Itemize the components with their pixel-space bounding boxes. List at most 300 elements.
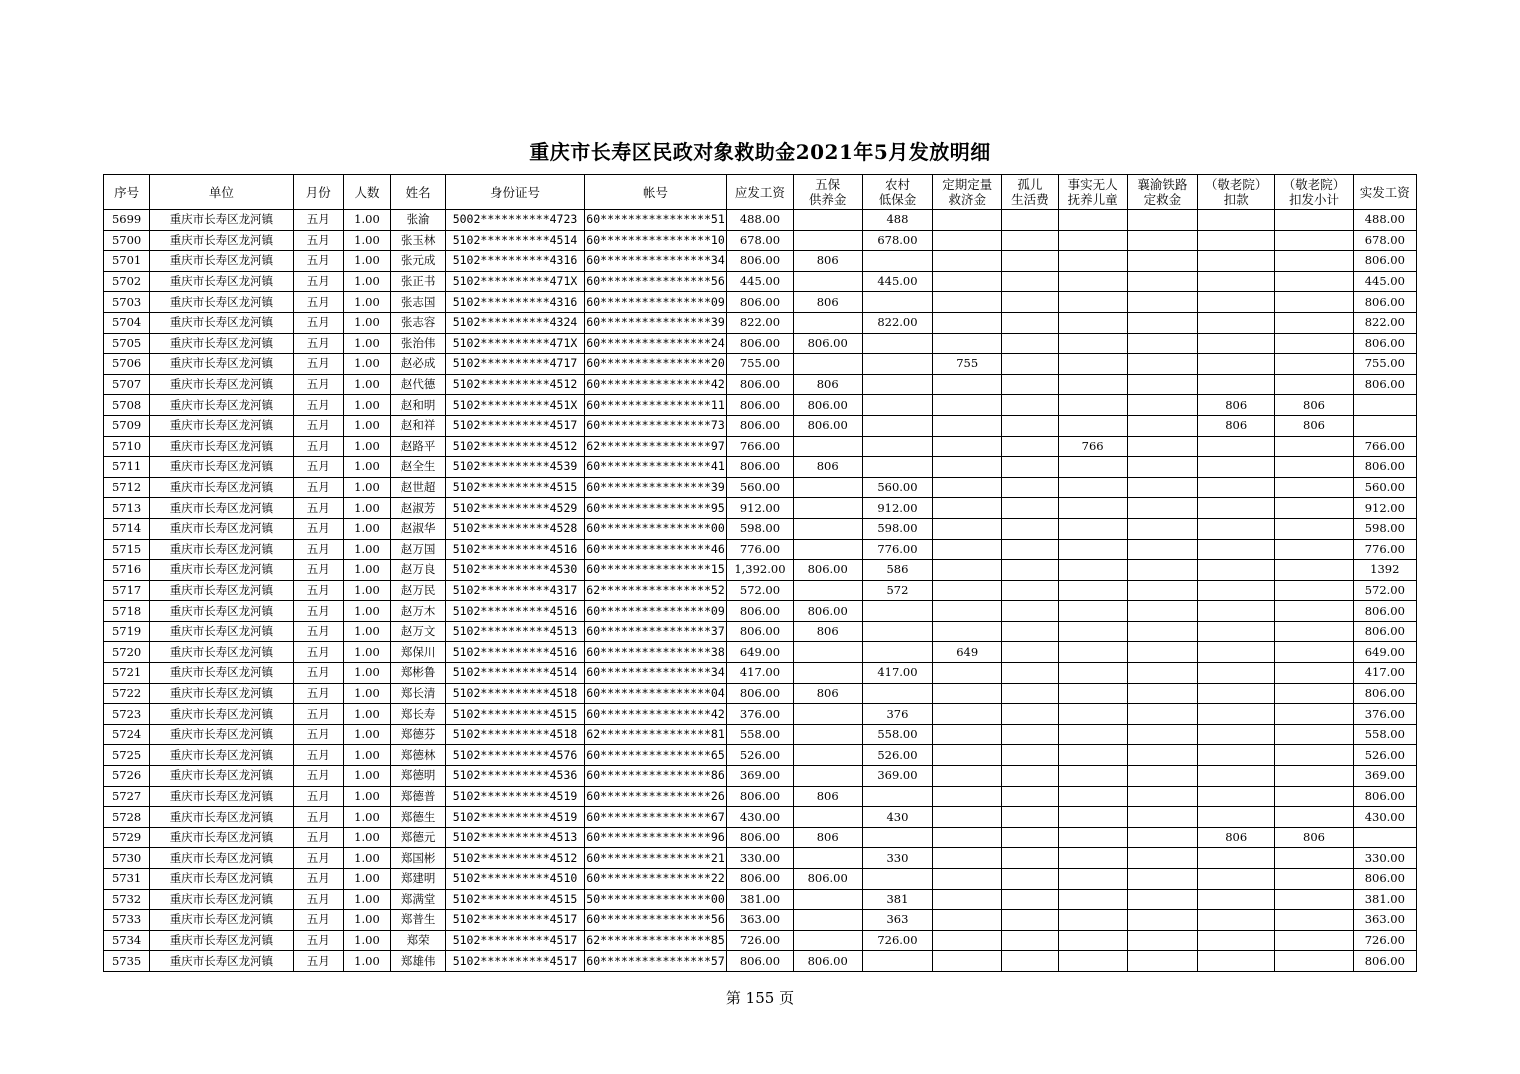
- table-cell: 60****************04: [584, 683, 727, 704]
- table-cell: 806.00: [793, 333, 862, 354]
- table-cell: 五月: [293, 786, 343, 807]
- table-cell: [933, 827, 1002, 848]
- table-row: [104, 724, 1417, 745]
- table-cell: [1002, 374, 1058, 395]
- table-cell: 5102**********4324: [446, 312, 585, 333]
- table-cell: 5724: [104, 724, 150, 745]
- table-cell: 五月: [293, 271, 343, 292]
- table-cell: 417.00: [1353, 663, 1416, 684]
- table-cell: 1.00: [343, 601, 390, 622]
- table-cell: 5102**********4717: [446, 354, 585, 375]
- table-cell: 822.00: [862, 312, 932, 333]
- table-cell: [1058, 210, 1127, 231]
- table-cell: [1127, 374, 1197, 395]
- table-row: [104, 766, 1417, 787]
- table-cell: [1198, 230, 1275, 251]
- table-cell: 重庆市长寿区龙河镇: [150, 415, 294, 436]
- table-cell: 1.00: [343, 766, 390, 787]
- table-cell: [1058, 560, 1127, 581]
- table-cell: 806.00: [727, 827, 793, 848]
- table-cell: 806: [1275, 415, 1353, 436]
- table-cell: 5102**********4576: [446, 745, 585, 766]
- table-cell: 5703: [104, 292, 150, 313]
- table-cell: 5705: [104, 333, 150, 354]
- table-cell: [1275, 230, 1353, 251]
- table-cell: [1058, 395, 1127, 416]
- table-cell: 62****************85: [584, 930, 727, 951]
- table-cell: 1.00: [343, 704, 390, 725]
- table-cell: [1198, 642, 1275, 663]
- table-row: [104, 457, 1417, 478]
- table-cell: 五月: [293, 415, 343, 436]
- table-cell: 郑长寿: [391, 704, 446, 725]
- table-cell: [1002, 580, 1058, 601]
- table-cell: [1002, 436, 1058, 457]
- table-cell: 417.00: [727, 663, 793, 684]
- table-cell: [1275, 786, 1353, 807]
- table-cell: 1.00: [343, 786, 390, 807]
- table-cell: [862, 251, 932, 272]
- table-cell: [933, 869, 1002, 890]
- table-cell: [862, 642, 932, 663]
- table-cell: 5700: [104, 230, 150, 251]
- table-cell: 488.00: [727, 210, 793, 231]
- column-header: （敬老院） 扣款: [1198, 175, 1275, 210]
- table-row: [104, 292, 1417, 313]
- table-cell: [1058, 230, 1127, 251]
- table-cell: [1127, 436, 1197, 457]
- table-cell: [1275, 457, 1353, 478]
- table-cell: 5102**********4517: [446, 910, 585, 931]
- table-cell: 806.00: [1353, 251, 1416, 272]
- table-cell: 5102**********4512: [446, 374, 585, 395]
- table-cell: [1198, 930, 1275, 951]
- table-cell: 郑德元: [391, 827, 446, 848]
- table-cell: [862, 951, 932, 972]
- table-cell: 381.00: [1353, 889, 1416, 910]
- table-cell: 五月: [293, 663, 343, 684]
- table-cell: 5102**********4517: [446, 951, 585, 972]
- table-cell: 5102**********4518: [446, 724, 585, 745]
- table-cell: 1.00: [343, 498, 390, 519]
- table-cell: 5706: [104, 354, 150, 375]
- table-cell: 572: [862, 580, 932, 601]
- table-cell: [1002, 951, 1058, 972]
- table-cell: [1058, 869, 1127, 890]
- table-row: [104, 621, 1417, 642]
- table-cell: 60****************09: [584, 292, 727, 313]
- table-cell: 806.00: [727, 457, 793, 478]
- table-cell: 60****************38: [584, 642, 727, 663]
- table-cell: 1.00: [343, 518, 390, 539]
- table-cell: 430.00: [727, 807, 793, 828]
- table-cell: 726.00: [1353, 930, 1416, 951]
- table-cell: 1.00: [343, 354, 390, 375]
- table-cell: 598.00: [1353, 518, 1416, 539]
- table-cell: 1.00: [343, 889, 390, 910]
- table-cell: 5713: [104, 498, 150, 519]
- table-cell: 912.00: [727, 498, 793, 519]
- table-cell: [1002, 786, 1058, 807]
- table-cell: [1127, 807, 1197, 828]
- table-cell: 755.00: [727, 354, 793, 375]
- table-cell: 重庆市长寿区龙河镇: [150, 312, 294, 333]
- table-cell: [793, 642, 862, 663]
- table-cell: [793, 539, 862, 560]
- table-cell: [1002, 498, 1058, 519]
- table-cell: 417.00: [862, 663, 932, 684]
- table-cell: [1002, 869, 1058, 890]
- table-cell: 张志国: [391, 292, 446, 313]
- table-cell: 1.00: [343, 415, 390, 436]
- table-cell: [1002, 210, 1058, 231]
- table-cell: 重庆市长寿区龙河镇: [150, 766, 294, 787]
- table-cell: 5707: [104, 374, 150, 395]
- table-cell: [1127, 745, 1197, 766]
- table-cell: 赵和祥: [391, 415, 446, 436]
- table-cell: 369.00: [727, 766, 793, 787]
- table-cell: 重庆市长寿区龙河镇: [150, 848, 294, 869]
- table-cell: [1275, 889, 1353, 910]
- table-cell: 572.00: [727, 580, 793, 601]
- table-cell: 5102**********4510: [446, 869, 585, 890]
- table-cell: 重庆市长寿区龙河镇: [150, 930, 294, 951]
- table-cell: [1198, 889, 1275, 910]
- table-cell: 1.00: [343, 951, 390, 972]
- table-cell: [1127, 210, 1197, 231]
- table-cell: 五月: [293, 292, 343, 313]
- table-cell: 5102**********4517: [446, 930, 585, 951]
- table-cell: [933, 395, 1002, 416]
- table-cell: [1127, 292, 1197, 313]
- table-cell: [1058, 889, 1127, 910]
- table-cell: [1058, 539, 1127, 560]
- table-cell: 郑满堂: [391, 889, 446, 910]
- table-cell: [793, 498, 862, 519]
- table-cell: [933, 374, 1002, 395]
- table-cell: 5102**********4513: [446, 621, 585, 642]
- table-cell: [933, 477, 1002, 498]
- table-cell: [1127, 663, 1197, 684]
- table-cell: 五月: [293, 354, 343, 375]
- table-cell: 5102**********4529: [446, 498, 585, 519]
- table-cell: 5712: [104, 477, 150, 498]
- table-cell: 重庆市长寿区龙河镇: [150, 807, 294, 828]
- table-cell: 430: [862, 807, 932, 828]
- table-cell: 445.00: [862, 271, 932, 292]
- table-cell: 5102**********4528: [446, 518, 585, 539]
- column-header: 人数: [343, 175, 390, 210]
- table-cell: 363.00: [727, 910, 793, 931]
- table-cell: [1198, 436, 1275, 457]
- column-header: 帐号: [584, 175, 727, 210]
- table-cell: [1127, 560, 1197, 581]
- table-row: [104, 745, 1417, 766]
- table-cell: 488.00: [1353, 210, 1416, 231]
- table-row: [104, 786, 1417, 807]
- table-cell: 重庆市长寿区龙河镇: [150, 951, 294, 972]
- table-cell: [933, 415, 1002, 436]
- table-cell: 重庆市长寿区龙河镇: [150, 786, 294, 807]
- table-cell: 60****************42: [584, 704, 727, 725]
- table-cell: [1275, 477, 1353, 498]
- table-cell: [933, 724, 1002, 745]
- table-cell: 766: [1058, 436, 1127, 457]
- table-cell: [1127, 766, 1197, 787]
- table-cell: 806: [1275, 395, 1353, 416]
- table-cell: 60****************10: [584, 230, 727, 251]
- table-cell: [1002, 230, 1058, 251]
- table-cell: [793, 889, 862, 910]
- table-cell: 重庆市长寿区龙河镇: [150, 745, 294, 766]
- table-cell: [933, 580, 1002, 601]
- table-cell: 1.00: [343, 663, 390, 684]
- table-cell: [933, 930, 1002, 951]
- table-cell: 60****************67: [584, 807, 727, 828]
- table-cell: 5701: [104, 251, 150, 272]
- table-cell: [1058, 724, 1127, 745]
- table-cell: 重庆市长寿区龙河镇: [150, 683, 294, 704]
- table-cell: 526.00: [1353, 745, 1416, 766]
- table-cell: [933, 663, 1002, 684]
- table-cell: 郑荣: [391, 930, 446, 951]
- table-cell: [862, 333, 932, 354]
- table-cell: 5704: [104, 312, 150, 333]
- table-body: [104, 210, 1417, 972]
- table-cell: 430.00: [1353, 807, 1416, 828]
- table-cell: 60****************73: [584, 415, 727, 436]
- table-cell: 5102**********4539: [446, 457, 585, 478]
- table-cell: 5721: [104, 663, 150, 684]
- table-row: [104, 827, 1417, 848]
- table-row: [104, 951, 1417, 972]
- table-cell: 郑德生: [391, 807, 446, 828]
- table-cell: 526.00: [862, 745, 932, 766]
- table-cell: 560.00: [1353, 477, 1416, 498]
- table-cell: 806.00: [1353, 869, 1416, 890]
- table-cell: 五月: [293, 951, 343, 972]
- table-cell: 381: [862, 889, 932, 910]
- table-cell: [1275, 663, 1353, 684]
- table-cell: [1275, 869, 1353, 890]
- table-row: [104, 230, 1417, 251]
- table-cell: 5729: [104, 827, 150, 848]
- table-cell: 重庆市长寿区龙河镇: [150, 271, 294, 292]
- table-cell: 郑国彬: [391, 848, 446, 869]
- table-cell: 五月: [293, 910, 343, 931]
- table-cell: 5731: [104, 869, 150, 890]
- table-cell: [1058, 457, 1127, 478]
- table-cell: [1275, 374, 1353, 395]
- table-cell: [1058, 415, 1127, 436]
- table-cell: [933, 271, 1002, 292]
- table-cell: 5710: [104, 436, 150, 457]
- table-cell: [1198, 354, 1275, 375]
- table-cell: [862, 683, 932, 704]
- table-cell: [793, 724, 862, 745]
- table-cell: 5002**********4723: [446, 210, 585, 231]
- table-cell: 806: [1198, 395, 1275, 416]
- table-cell: 重庆市长寿区龙河镇: [150, 210, 294, 231]
- table-cell: 五月: [293, 848, 343, 869]
- table-cell: 806.00: [727, 333, 793, 354]
- table-cell: 5102**********4516: [446, 539, 585, 560]
- table-cell: 重庆市长寿区龙河镇: [150, 230, 294, 251]
- table-cell: 5102**********4512: [446, 436, 585, 457]
- table-cell: [862, 374, 932, 395]
- column-header: 实发工资: [1353, 175, 1416, 210]
- table-cell: 5715: [104, 539, 150, 560]
- table-cell: 5727: [104, 786, 150, 807]
- table-cell: [1002, 601, 1058, 622]
- table-cell: [1275, 292, 1353, 313]
- table-cell: 5102**********4518: [446, 683, 585, 704]
- table-cell: 郑德芬: [391, 724, 446, 745]
- table-cell: 60****************51: [584, 210, 727, 231]
- table-cell: 郑德明: [391, 766, 446, 787]
- table-cell: 726.00: [862, 930, 932, 951]
- table-cell: 5102**********4317: [446, 580, 585, 601]
- table-cell: [933, 683, 1002, 704]
- table-cell: [1058, 271, 1127, 292]
- table-cell: [1127, 539, 1197, 560]
- table-cell: 5102**********4513: [446, 827, 585, 848]
- column-header: 孤儿 生活费: [1002, 175, 1058, 210]
- table-cell: [862, 436, 932, 457]
- table-cell: [1275, 251, 1353, 272]
- column-header: 身份证号: [446, 175, 585, 210]
- table-row: [104, 374, 1417, 395]
- table-cell: [1127, 333, 1197, 354]
- table-cell: [933, 312, 1002, 333]
- table-cell: [1058, 663, 1127, 684]
- table-cell: 五月: [293, 601, 343, 622]
- table-cell: [1002, 724, 1058, 745]
- table-cell: [1198, 724, 1275, 745]
- table-cell: [1198, 601, 1275, 622]
- table-cell: 1.00: [343, 683, 390, 704]
- column-header: 姓名: [391, 175, 446, 210]
- table-cell: [933, 210, 1002, 231]
- table-cell: [1198, 539, 1275, 560]
- table-cell: 张正书: [391, 271, 446, 292]
- table-cell: 60****************00: [584, 518, 727, 539]
- table-cell: 1.00: [343, 560, 390, 581]
- table-cell: 806.00: [793, 951, 862, 972]
- table-cell: 重庆市长寿区龙河镇: [150, 621, 294, 642]
- table-cell: [1002, 457, 1058, 478]
- table-cell: [1002, 539, 1058, 560]
- table-cell: 5735: [104, 951, 150, 972]
- table-cell: 598.00: [862, 518, 932, 539]
- table-cell: [1002, 415, 1058, 436]
- table-cell: [1275, 436, 1353, 457]
- table-cell: 445.00: [727, 271, 793, 292]
- table-row: [104, 704, 1417, 725]
- table-cell: [1198, 683, 1275, 704]
- table-cell: 60****************09: [584, 601, 727, 622]
- table-cell: 重庆市长寿区龙河镇: [150, 724, 294, 745]
- table-cell: [1002, 704, 1058, 725]
- table-cell: [1058, 477, 1127, 498]
- table-cell: 806.00: [793, 869, 862, 890]
- table-cell: 60****************39: [584, 477, 727, 498]
- table-cell: 755.00: [1353, 354, 1416, 375]
- table-cell: [1127, 395, 1197, 416]
- table-cell: [1058, 642, 1127, 663]
- table-row: [104, 312, 1417, 333]
- table-cell: 1.00: [343, 395, 390, 416]
- table-cell: [1002, 930, 1058, 951]
- table-cell: 62****************52: [584, 580, 727, 601]
- table-cell: [1002, 642, 1058, 663]
- table-cell: 376.00: [1353, 704, 1416, 725]
- table-cell: 五月: [293, 477, 343, 498]
- table-cell: [1275, 807, 1353, 828]
- table-cell: 806.00: [1353, 601, 1416, 622]
- table-cell: 806: [1275, 827, 1353, 848]
- table-cell: [1198, 251, 1275, 272]
- table-cell: 330: [862, 848, 932, 869]
- table-cell: [862, 827, 932, 848]
- table-cell: [793, 930, 862, 951]
- table-cell: [1198, 621, 1275, 642]
- table-cell: [1127, 848, 1197, 869]
- table-cell: 60****************86: [584, 766, 727, 787]
- table-row: [104, 354, 1417, 375]
- table-row: [104, 642, 1417, 663]
- table-cell: 五月: [293, 560, 343, 581]
- table-cell: 376.00: [727, 704, 793, 725]
- table-cell: 五月: [293, 498, 343, 519]
- table-cell: 1.00: [343, 539, 390, 560]
- table-cell: 60****************37: [584, 621, 727, 642]
- table-cell: [862, 621, 932, 642]
- table-cell: [1058, 951, 1127, 972]
- table-cell: 526.00: [727, 745, 793, 766]
- table-cell: 62****************97: [584, 436, 727, 457]
- table-row: [104, 395, 1417, 416]
- table-cell: [1198, 292, 1275, 313]
- table-cell: [793, 312, 862, 333]
- table-cell: [1058, 930, 1127, 951]
- table-cell: 赵路平: [391, 436, 446, 457]
- table-cell: [933, 457, 1002, 478]
- table-cell: 5730: [104, 848, 150, 869]
- table-row: [104, 848, 1417, 869]
- table-cell: 1.00: [343, 457, 390, 478]
- table-cell: [793, 848, 862, 869]
- table-cell: 赵万木: [391, 601, 446, 622]
- table-cell: 806: [793, 683, 862, 704]
- table-cell: 1.00: [343, 869, 390, 890]
- table-cell: 5102**********4517: [446, 415, 585, 436]
- table-cell: 赵全生: [391, 457, 446, 478]
- table-cell: [933, 230, 1002, 251]
- table-cell: [1198, 457, 1275, 478]
- table-cell: 1.00: [343, 230, 390, 251]
- table-cell: 五月: [293, 230, 343, 251]
- table-cell: 赵万民: [391, 580, 446, 601]
- table-cell: 重庆市长寿区龙河镇: [150, 333, 294, 354]
- table-cell: 五月: [293, 869, 343, 890]
- table-cell: 60****************26: [584, 786, 727, 807]
- table-cell: 806.00: [727, 601, 793, 622]
- table-cell: [1127, 477, 1197, 498]
- table-cell: [793, 230, 862, 251]
- table-cell: [1002, 683, 1058, 704]
- table-cell: 1.00: [343, 436, 390, 457]
